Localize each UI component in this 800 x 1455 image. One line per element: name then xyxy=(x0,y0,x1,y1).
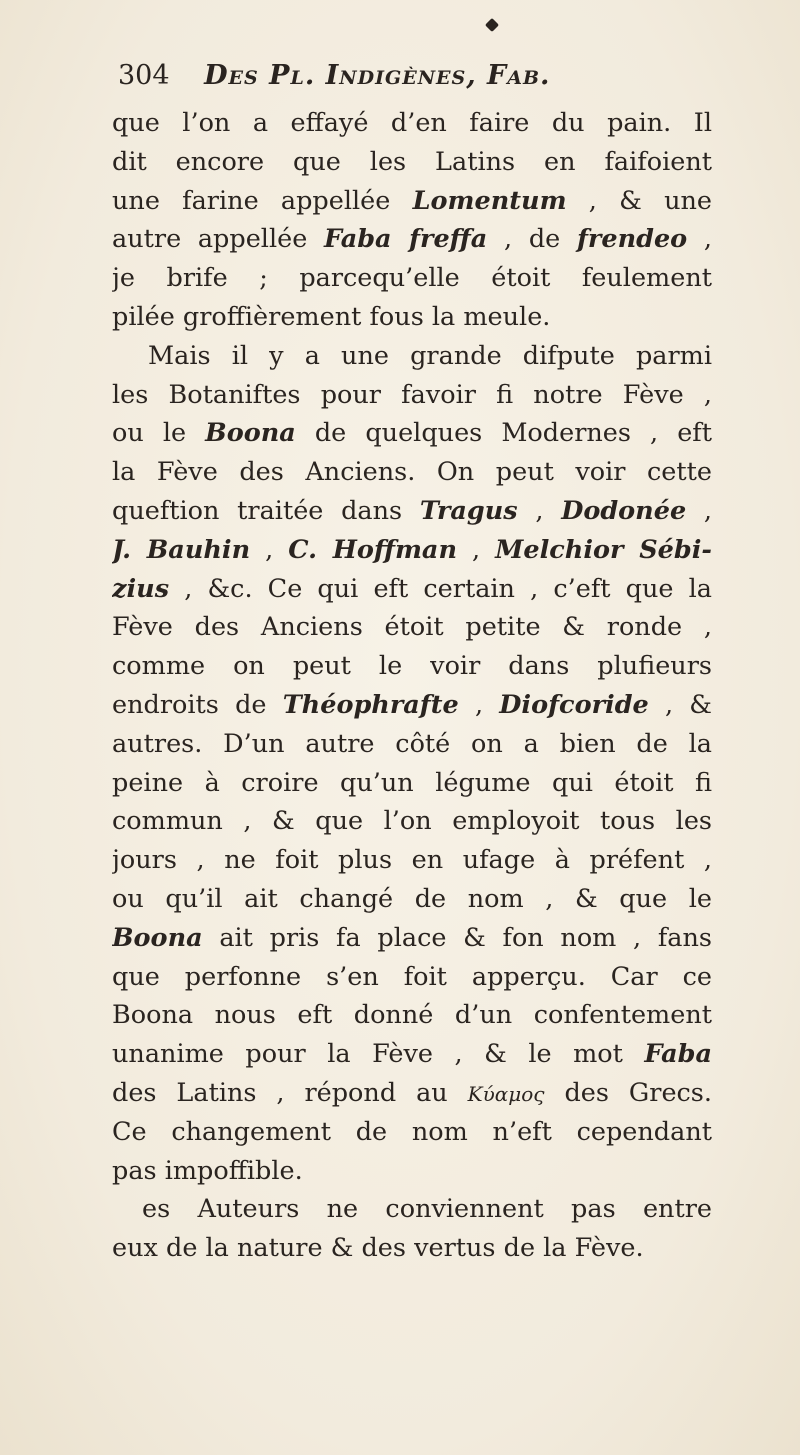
text-line xyxy=(112,570,712,609)
text-segment: des Latins , répond au xyxy=(112,1077,468,1108)
text-line xyxy=(112,259,712,298)
text-line xyxy=(112,143,712,182)
text-line xyxy=(112,298,712,337)
text-segment: jours , ne foit plus en ufage à préfent , xyxy=(112,845,712,876)
text-segment: que perfonne s’en foit apperçu. Car ce xyxy=(112,961,712,992)
italic-term: C. Hoffman xyxy=(288,534,457,565)
text-segment: de quelques Modernes , eft xyxy=(295,418,712,449)
text-segment: queftion traitée dans xyxy=(112,495,420,526)
italic-term: Boona xyxy=(112,922,203,953)
text-segment: , xyxy=(457,534,496,565)
printer-ornament xyxy=(485,18,499,32)
text-segment: Boona nous eft donné d’un confentement xyxy=(112,1000,712,1031)
text-line xyxy=(112,647,712,686)
text-line xyxy=(112,376,712,415)
text-segment: autre appellée xyxy=(112,224,324,255)
text-segment: , xyxy=(458,689,500,720)
text-segment: ait pris fa place & fon nom , fans xyxy=(202,922,712,953)
italic-term: Faba xyxy=(644,1039,712,1070)
text-line xyxy=(112,958,712,997)
text-segment: ou qu’il ait changé de nom , & que le xyxy=(112,883,712,914)
text-segment: , xyxy=(517,495,562,526)
text-line xyxy=(112,1113,712,1152)
text-segment: que l’on a effayé d’en faire du pain. Il xyxy=(112,108,712,138)
text-segment: pilée groffièrement fous la meule. xyxy=(112,301,551,332)
running-title: Des Pl. Indigènes, Fab. xyxy=(204,60,551,91)
italic-term: Théophrafte xyxy=(282,689,459,720)
text-segment: des Grecs. xyxy=(544,1077,712,1108)
text-segment: commun , & que l’on employoit tous les xyxy=(112,806,712,837)
body-text xyxy=(112,104,712,1268)
text-segment: , & une xyxy=(566,185,712,216)
italic-term: frendeo xyxy=(576,224,688,255)
text-segment: comme on peut le voir dans plufieurs xyxy=(112,651,712,682)
greek-word: Κύαμος xyxy=(467,1081,545,1106)
text-line xyxy=(112,182,712,221)
text-segment: , de xyxy=(487,224,577,255)
italic-term: Faba freffa xyxy=(324,224,488,255)
italic-term: Melchior Sébi- xyxy=(495,534,712,565)
text-segment: es Auteurs ne conviennent pas entre xyxy=(142,1194,712,1225)
italic-term: Dodonée xyxy=(561,495,687,526)
text-line xyxy=(112,1229,712,1268)
text-line xyxy=(112,1152,712,1191)
text-segment: , xyxy=(687,224,712,255)
text-segment: , & xyxy=(648,689,712,720)
italic-term: Tragus xyxy=(419,495,518,526)
text-segment: je brife ; parcequ’elle étoit feulement xyxy=(112,263,712,294)
italic-term: Boona xyxy=(205,418,296,449)
text-segment: unanime pour la Fève , & le mot xyxy=(112,1039,645,1070)
text-line xyxy=(112,453,712,492)
text-segment: endroits de xyxy=(112,689,283,720)
text-line xyxy=(112,414,712,453)
text-segment: , &c. Ce qui eft certain , c’eft que la xyxy=(169,573,712,604)
italic-term: J. Bauhin xyxy=(112,534,251,565)
text-segment: Mais il y a une grande difpute parmi xyxy=(148,340,712,371)
text-line xyxy=(112,841,712,880)
text-line xyxy=(112,764,712,803)
text-line xyxy=(112,220,712,259)
text-segment: eux de la nature & des vertus de la Fève. xyxy=(112,1233,644,1264)
text-line xyxy=(112,880,712,919)
text-segment: Fève des Anciens étoit petite & ronde , xyxy=(112,612,712,643)
text-line xyxy=(112,337,712,376)
italic-term: zius xyxy=(112,573,170,604)
text-line xyxy=(112,686,712,725)
text-segment: , xyxy=(250,534,289,565)
text-line xyxy=(112,802,712,841)
text-line xyxy=(112,492,712,531)
text-segment: ou le xyxy=(112,418,206,449)
text-segment: , xyxy=(686,495,712,526)
text-line xyxy=(112,1035,712,1074)
text-line xyxy=(112,608,712,647)
text-segment: la Fève des Anciens. On peut voir cette xyxy=(112,457,712,488)
text-line xyxy=(112,1074,712,1113)
text-line xyxy=(112,919,712,958)
running-header xyxy=(118,60,688,91)
text-segment: les Botaniftes pour favoir fi notre Fève , xyxy=(112,379,712,410)
text-segment: Ce changement de nom n’eft cependant xyxy=(112,1116,712,1147)
text-line xyxy=(112,1190,712,1229)
text-segment: peine à croire qu’un légume qui étoit fi xyxy=(112,767,712,798)
text-segment: une farine appellée xyxy=(112,185,413,216)
text-line xyxy=(112,531,712,570)
italic-term: Lomentum xyxy=(412,185,567,216)
text-segment: autres. D’un autre côté on a bien de la xyxy=(112,728,712,759)
italic-term: Diofcoride xyxy=(499,689,649,720)
text-segment: dit encore que les Latins en faifoient xyxy=(112,146,712,177)
text-line xyxy=(112,104,712,143)
text-line xyxy=(112,996,712,1035)
text-segment: pas impoffible. xyxy=(112,1155,303,1186)
text-line xyxy=(112,725,712,764)
page-number: 304 xyxy=(118,60,170,91)
